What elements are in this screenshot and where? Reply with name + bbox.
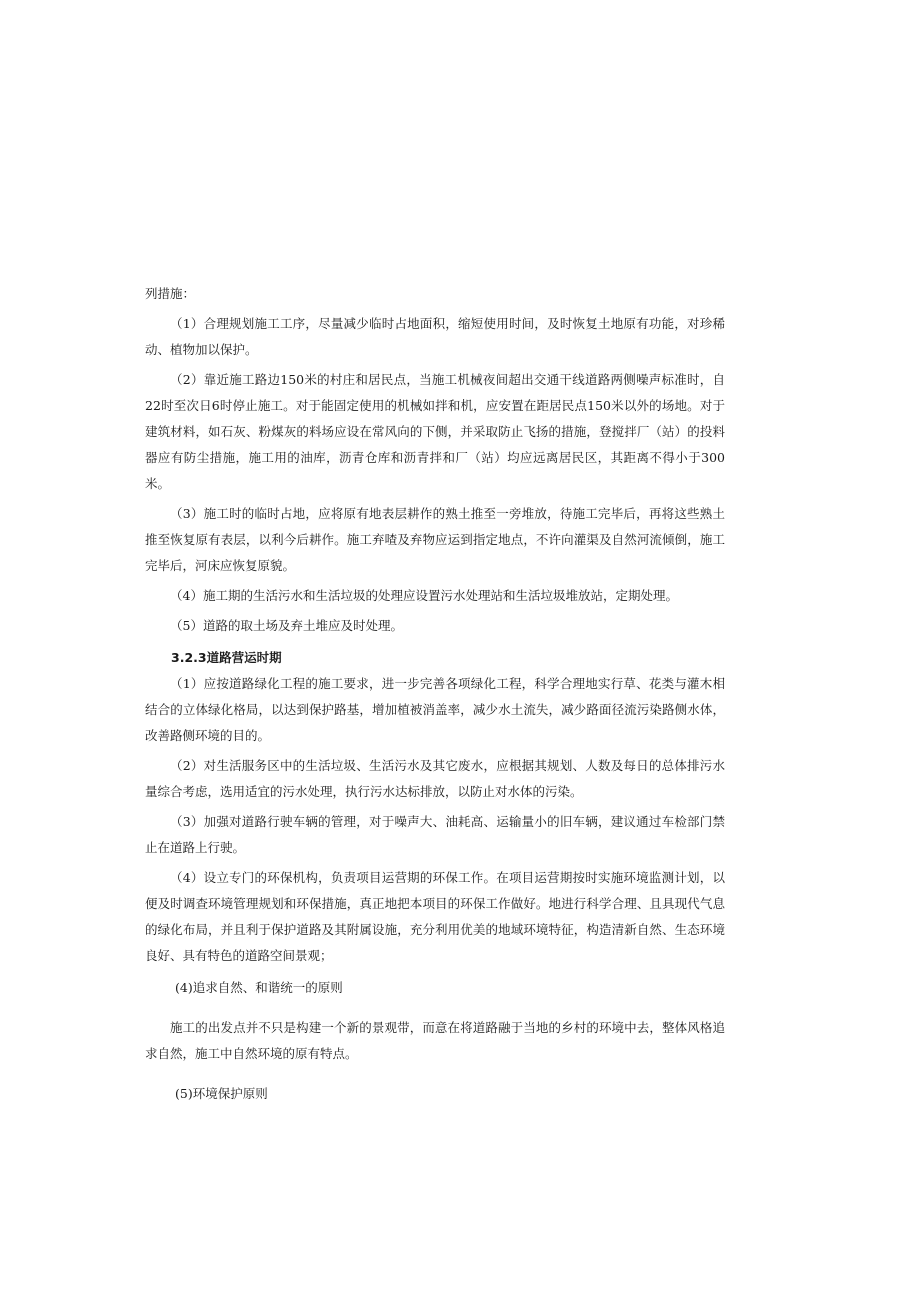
principle-5-heading: (5)环境保护原则 — [175, 1086, 268, 1101]
document-body — [145, 281, 725, 1107]
operation-measure-4: （4）设立专门的环保机构，负责项目运营期的环保工作。在项目运营期按时实施环境监测计划，以便及时调查环境管理规划和环保措施，真正地把本项目的环保工作做好。地进行科学合理、且具现代气息的绿化布局，并且利于保护道路及其附属设施，充分利用优美的地域环境特征，构造清新自然、生态环境良好、具有特色的道路空间景观； — [145, 870, 725, 963]
measure-2: （2）靠近施工路边150米的村庄和居民点，当施工机械夜间超出交通干线道路两侧噪声标准时，自22时至次日6时停止施工。对于能固定使用的机械如拌和机，应安置在距居民点150米以外的场地。对于建筑材料，如石灰、粉煤灰的料场应设在常风向的下侧，并采取防止飞扬的措施，登搅拌厂（站）的投料器应有防尘措施，施工用的油库，沥青仓库和沥青拌和厂（站）均应远离居民区，其距离不得小于300米。 — [145, 372, 725, 491]
principle-4-heading: (4)追求自然、和谐统一的原则 — [175, 980, 343, 995]
operation-measure-2: （2）对生活服务区中的生活垃圾、生活污水及其它废水，应根据其规划、人数及每日的总体排污水量综合考虑，选用适宜的污水处理，执行污水达标排放，以防止对水体的污染。 — [145, 758, 725, 799]
principle-4-text: 施工的出发点并不只是构建一个新的景观带，而意在将道路融于当地的乡村的环境中去，整体风格追求自然，施工中自然环境的原有特点。 — [145, 1020, 725, 1061]
operation-measure-3: （3）加强对道路行驶车辆的管理，对于噪声大、油耗高、运输量小的旧车辆，建议通过车检部门禁止在道路上行驶。 — [145, 814, 725, 855]
section-heading: 3.2.3道路营运时期 — [171, 650, 282, 665]
operation-measure-1: （1）应按道路绿化工程的施工要求，进一步完善各项绿化工程，科学合理地实行草、花类与灌木相结合的立体绿化格局，以达到保护路基，增加植被消盖率，减少水土流失，减少路面径流污染路侧水体，改善路侧环境的目的。 — [145, 676, 725, 743]
measure-3: （3）施工时的临时占地，应将原有地表层耕作的熟土推至一旁堆放，待施工完毕后，再将这些熟土推至恢复原有表层，以利今后耕作。施工弃喳及弃物应运到指定地点，不许向灌渠及自然河流倾倒，施工完毕后，河床应恢复原貌。 — [145, 506, 725, 573]
measure-5: （5）道路的取土场及弃土堆应及时处理。 — [170, 618, 403, 633]
measure-1: （1）合理规划施工工序，尽量减少临时占地面积，缩短使用时间，及时恢复土地原有功能，对珍稀动、植物加以保护。 — [145, 316, 725, 357]
intro-text: 列措施： — [145, 286, 196, 301]
measure-4: （4）施工期的生活污水和生活垃圾的处理应设置污水处理站和生活垃圾堆放站，定期处理。 — [170, 588, 678, 603]
